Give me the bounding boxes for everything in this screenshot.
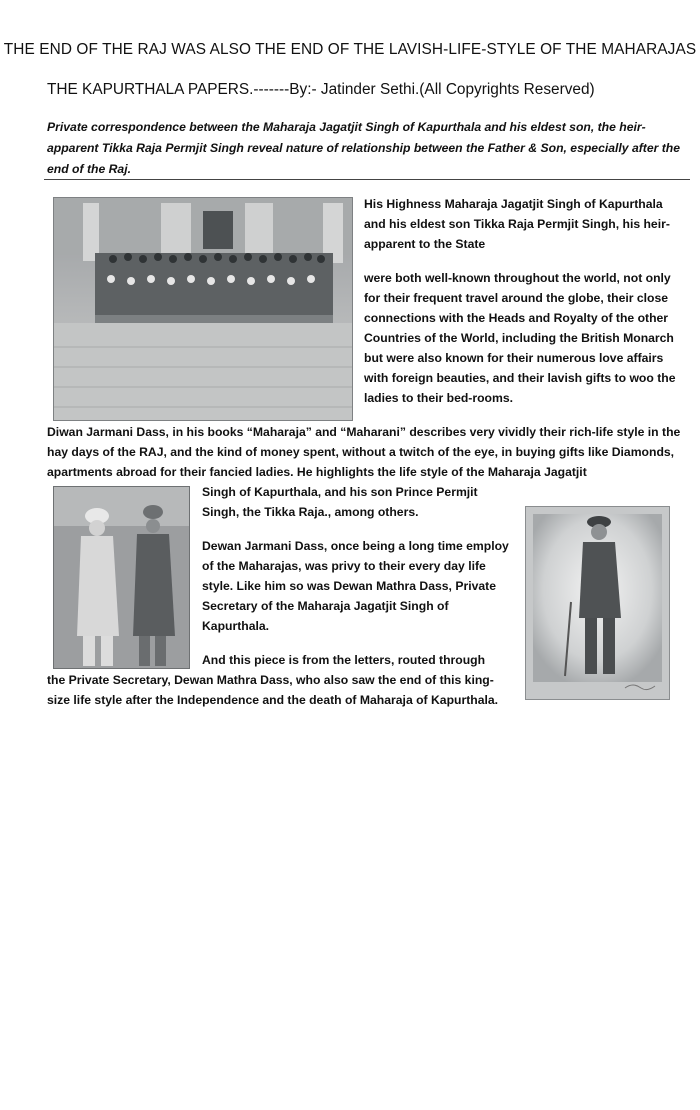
paragraph-4a: And this piece is from the letters, routed through	[202, 653, 486, 667]
maharaja-and-son-photo	[53, 486, 190, 669]
header-divider	[44, 179, 690, 180]
paragraph-3: Dewan Jarmani Dass, once being a long time employ of the Maharajas, was privy to their every day life style. Like him so was Dewan Mathra Dass, Private Secretary of the Maharaja Jagatjit Singh of Kapurthala.	[202, 539, 509, 633]
paragraph-2b: Singh of Kapurthala, and his son Prince Permjit Singh, the Tikka Raja., among others.	[202, 485, 478, 519]
page-subtitle: THE KAPURTHALA PAPERS.-------By:- Jatinder Sethi.(All Copyrights Reserved)	[47, 81, 595, 98]
intro-paragraph: Private correspondence between the Maharaja Jagatjit Singh of Kapurthala and his eldest son, the heir-apparent Tikka Raja Permjit Singh reveal nature of relationship between the Father & Son, especially after the end of the Raj.	[47, 120, 681, 176]
page-title: THE END OF THE RAJ WAS ALSO THE END OF THE LAVISH-LIFE-STYLE OF THE MAHARAJAS	[3, 41, 697, 58]
group-photo	[53, 197, 353, 421]
paragraph-2: Diwan Jarmani Dass, in his books “Maharaja” and “Maharani” describes very vividly their rich-life style in the hay days of the RAJ, and the kind of money spent, without a twitch of the eye, in buying gifts like Diamonds, apartments abroad for their fancied ladies. He highlights the life style of the Maharaja Jagatjit	[47, 425, 681, 479]
paragraph-4b: the Private Secretary, Dewan Mathra Dass, who also saw the end of this king-size life style after the Independence and the death of Maharaja of Kapurthala.	[47, 673, 499, 707]
paragraph-1a: His Highness Maharaja Jagatjit Singh of Kapurthala and his eldest son Tikka Raja Permjit Singh, his heir-apparent to the State	[364, 197, 670, 251]
paragraph-1b: were both well-known throughout the world, not only for their frequent travel around the globe, their close connections with the Heads and Royalty of the other Countries of the World, including the British Monarch but were also known for their numerous love affairs with foreign beauties, and their lavish gifts to woo the ladies to their bed-rooms.	[364, 271, 676, 405]
portrait-photo	[525, 506, 670, 700]
